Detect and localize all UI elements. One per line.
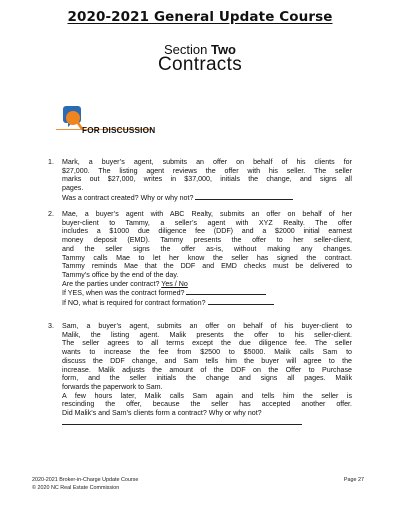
question-line: Tammy’s office by the end of the day. — [62, 270, 179, 279]
question-line: discuss the DDF change, and Sam tells him the buyer will agree to the — [62, 356, 352, 365]
yes-no-choice: Yes / No — [161, 279, 188, 288]
question-line: wants to increase the fee from $2500 to $5000. Malik calls Sam to — [62, 348, 352, 357]
question-line: Mark, a buyer’s agent, submits an offer on behalf of his clients for — [62, 158, 352, 166]
question-line: pages. — [62, 184, 84, 193]
question-line: forwards the paperwork to Sam. — [62, 382, 163, 391]
question-line: Mae, a buyer’s agent with ABC Realty, submits an offer on behalf of her — [62, 210, 352, 218]
section-number: Two — [210, 42, 236, 57]
question-line: Sam, a buyer’s agent, submits an offer on behalf of his buyer-client to — [62, 322, 352, 330]
question-line: and the seller signs the offer as-is, without making any changes. — [62, 244, 352, 253]
question-number: 1. — [48, 158, 54, 166]
page-number: Page 27 — [343, 477, 364, 483]
speech-bubbles-icon — [46, 103, 156, 141]
section-prefix: Section — [163, 42, 211, 57]
question-line: rescinding the offer, because the seller has accepted another offer. — [62, 400, 352, 409]
prompt-text: Was a contract created? Why or why not? — [62, 193, 194, 202]
question-2 — [62, 210, 352, 308]
question-line: form, and the seller initials the change and signs all pages. Malik — [62, 374, 352, 383]
answer-line — [208, 298, 274, 305]
question-line: $27,000. The listing agent reviews the offer with his seller. The seller — [62, 166, 352, 175]
for-discussion-label: FOR DISCUSSION — [82, 126, 156, 135]
parties-question — [62, 280, 352, 289]
question-line: A few hours later, Malik calls Sam again and tells him the seller is — [62, 391, 352, 400]
question-line: marks out $27,000, writes in $37,000, initials the change, and signs all — [62, 175, 352, 184]
answer-line-row — [62, 418, 352, 428]
parties-question-text: Are the parties under contract? — [62, 279, 162, 288]
footer-copyright: © 2020 NC Real Estate Commission — [32, 485, 120, 491]
question-line: Tammy reminds Mae that the DDF and EMD checks must be delivered to — [62, 262, 352, 271]
question-line: money deposit (EMD). Tammy presents the offer to her seller-client, — [62, 236, 352, 245]
question-number: 2. — [48, 210, 54, 218]
answer-line — [62, 418, 302, 425]
question-1 — [62, 158, 352, 203]
question-line: buyer-client to Tammy, a seller’s agent with XYZ Realty. The offer — [62, 218, 352, 227]
answer-line — [186, 288, 266, 295]
topic-title: Contracts — [157, 54, 242, 75]
question-prompt — [62, 193, 352, 203]
question-3 — [62, 322, 352, 427]
if-no-line — [62, 298, 352, 308]
course-title: 2020-2021 General Update Course — [67, 9, 333, 25]
if-yes-line — [62, 288, 352, 298]
if-yes-text: If YES, when was the contract formed? — [62, 289, 185, 298]
answer-line — [195, 193, 293, 200]
footer-course: 2020-2021 Broker-in-Charge Update Course — [32, 477, 139, 483]
if-no-text: If NO, what is required for contract formation? — [62, 299, 206, 308]
question-line: increase. Malik adjusts the amount of the DDF on the Offer to Purchase — [62, 365, 352, 374]
question-line: Did Malik’s and Sam’s clients form a contract? Why or why not? — [62, 409, 262, 418]
question-line: Tammy calls Mae to let her know the seller has signed the contract. — [62, 253, 352, 262]
question-line: includes a $1000 due diligence fee (DDF) and a $2000 initial earnest — [62, 227, 352, 236]
question-line: The seller agrees to all terms except the due diligence fee. The seller — [62, 339, 352, 348]
question-line: Malik, the listing agent. Malik presents the offer to his seller-client. — [62, 330, 352, 339]
question-number: 3. — [48, 322, 54, 330]
